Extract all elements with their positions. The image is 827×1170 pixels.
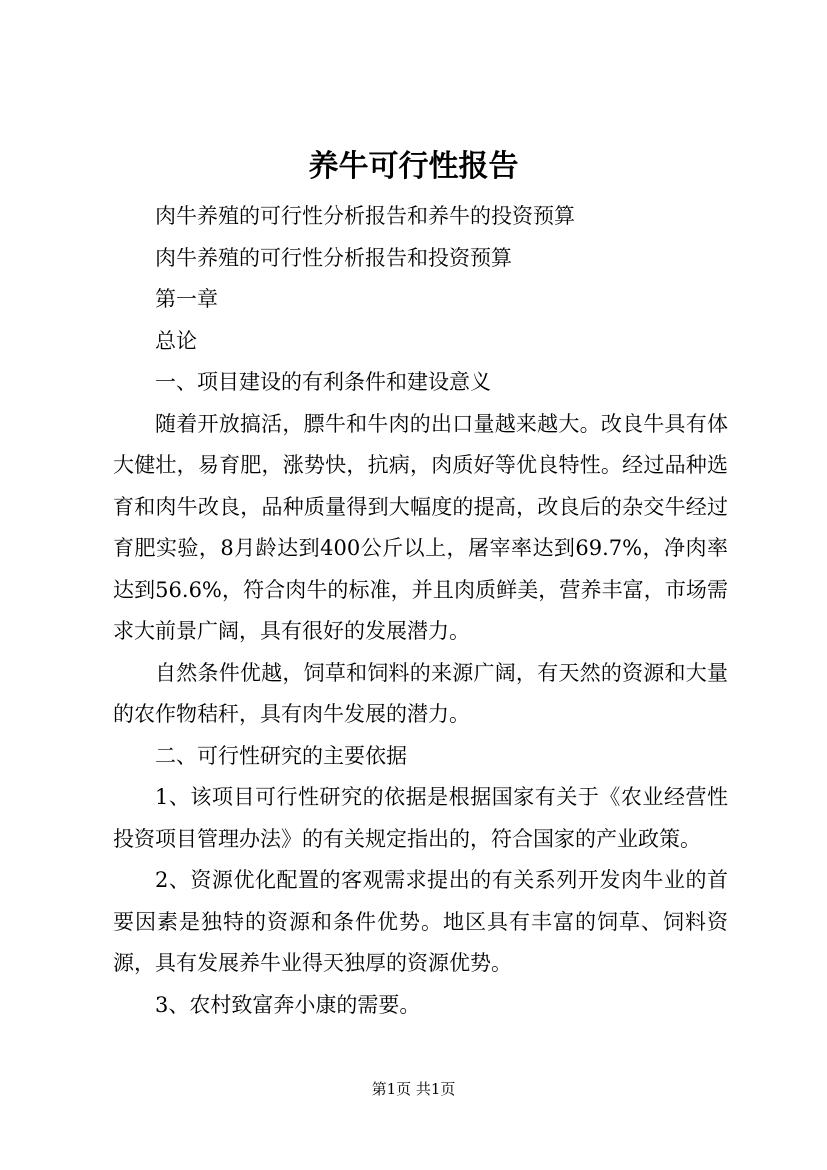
paragraph-body-4: 2、资源优化配置的客观需求提出的有关系列开发肉牛业的首要因素是独特的资源和条件优势。地区具有丰富的饲草、饲料资源，具有发展养牛业得天独厚的资源优势。 — [113, 868, 728, 975]
paragraph-chapter: 第一章 — [155, 287, 218, 311]
paragraph-subtitle-2: 肉牛养殖的可行性分析报告和投资预算 — [155, 245, 512, 270]
document-title: 养牛可行性报告 — [308, 149, 519, 184]
section-heading-1: 一、项目建设的有利条件和建设意义 — [155, 370, 491, 394]
page-footer: 第1页 共1页 — [371, 1080, 456, 1098]
section-heading-2: 二、可行性研究的主要依据 — [155, 743, 407, 768]
paragraph-overview: 总论 — [155, 328, 197, 353]
paragraph-body-3: 1、该项目可行性研究的依据是根据国家有关于《农业经营性投资项目管理办法》的有关规定指出的，符合国家的产业政策。 — [113, 785, 728, 851]
paragraph-subtitle-1: 肉牛养殖的可行性分析报告和养牛的投资预算 — [155, 204, 575, 228]
paragraph-body-1: 随着开放搞活，膘牛和牛肉的出口量越来越大。改良牛具有体大健壮，易育肥，涨势快，抗病，肉质好等优良特性。经过品种选育和肉牛改良，品种质量得到大幅度的提高，改良后的杂交牛经过育肥实验，8月龄达到400公斤以上，屠宰率达到69.7%，净肉率达到56.6%，符合肉牛的标准，并且肉质鲜美，营养丰富，市场需求大前景广阔，具有很好的发展潜力。 — [113, 411, 728, 643]
paragraph-body-5: 3、农村致富奔小康的需要。 — [155, 992, 421, 1017]
document-body — [113, 196, 728, 1026]
paragraph-body-2: 自然条件优越，饲草和饲料的来源广阔，有天然的资源和大量的农作物秸秆，具有肉牛发展的潜力。 — [113, 660, 728, 726]
